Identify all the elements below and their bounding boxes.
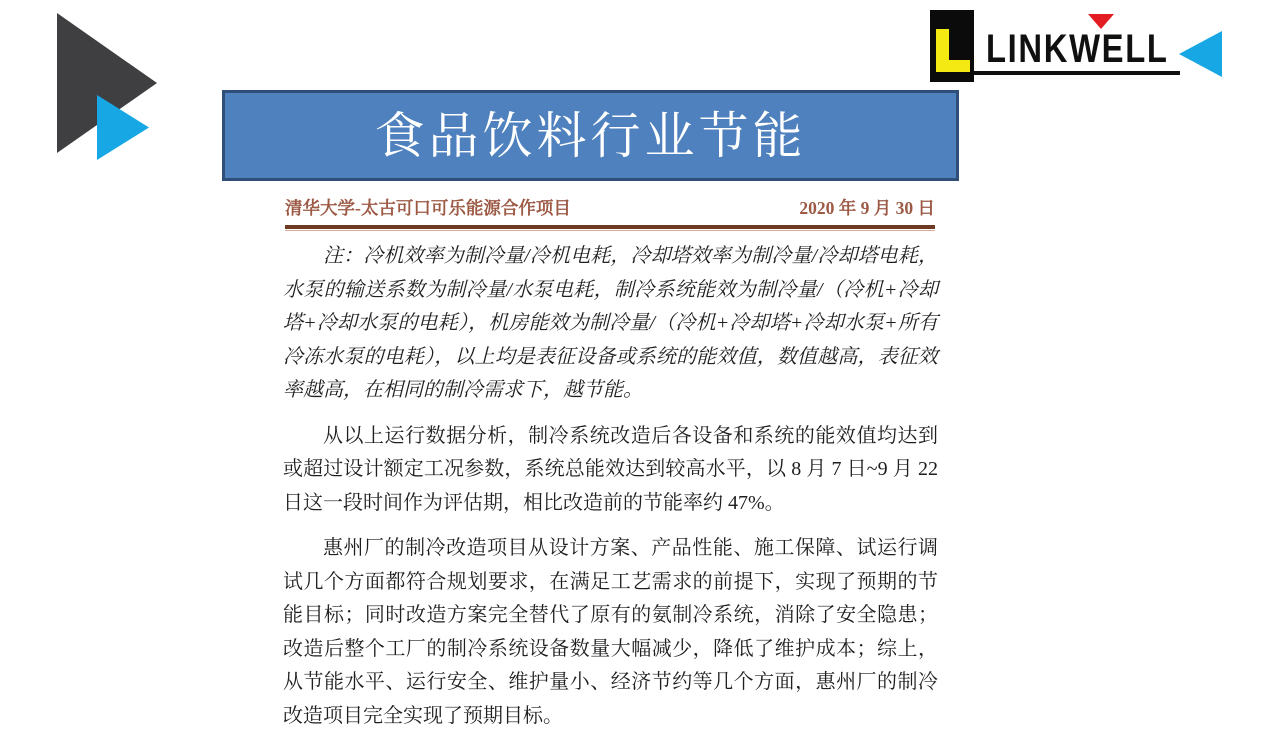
slide-title: 食品饮料行业节能 <box>374 107 807 164</box>
logo-blue-triangle-icon <box>1179 31 1222 77</box>
logo-l-horizontal-bar <box>936 60 970 72</box>
document-header <box>285 196 935 220</box>
linkwell-logo <box>0 0 1280 100</box>
note-paragraph: 注：冷机效率为制冷量/冷机电耗，冷却塔效率为制冷量/冷却塔电耗，水泵的输送系数为制冷量/水泵电耗，制冷系统能效为制冷量/（冷机+冷却塔+冷却水泵的电耗），机房能效为制冷量/（冷机+冷却塔+冷却水泵+所有冷冻水泵的电耗），以上均是表征设备或系统的能效值，数值越高，表征效率越高，在相同的制冷需求下，越节能。 <box>283 245 938 401</box>
logo-l-mark-icon <box>930 10 974 82</box>
analysis-paragraph: 从以上运行数据分析，制冷系统改造后各设备和系统的能效值均达到或超过设计额定工况参数，系统总能效达到较高水平，以 8 月 7 日~9 月 22 日这一段时间作为评估期，相比改造前的节能率约 47%。 <box>283 424 938 514</box>
logo-underline <box>973 71 1180 75</box>
document-body <box>283 240 938 745</box>
document-date: 2020 年 9 月 30 日 <box>799 198 935 218</box>
title-banner <box>222 90 959 181</box>
logo-wordmark: LINKWELL <box>986 27 1169 71</box>
conclusion-paragraph: 惠州厂的制冷改造项目从设计方案、产品性能、施工保障、试运行调试几个方面都符合规划要求，在满足工艺需求的前提下，实现了预期的节能目标；同时改造方案完全替代了原有的氨制冷系统，消除了安全隐患；改造后整个工厂的制冷系统设备数量大幅减少，降低了维护成本；综上，从节能水平、运行安全、维护量小、经济节约等几个方面，惠州厂的制冷改造项目完全实现了预期目标。 <box>283 537 938 727</box>
document-project-title: 清华大学-太古可口可乐能源合作项目 <box>285 198 571 218</box>
document-header-rule <box>285 225 935 231</box>
